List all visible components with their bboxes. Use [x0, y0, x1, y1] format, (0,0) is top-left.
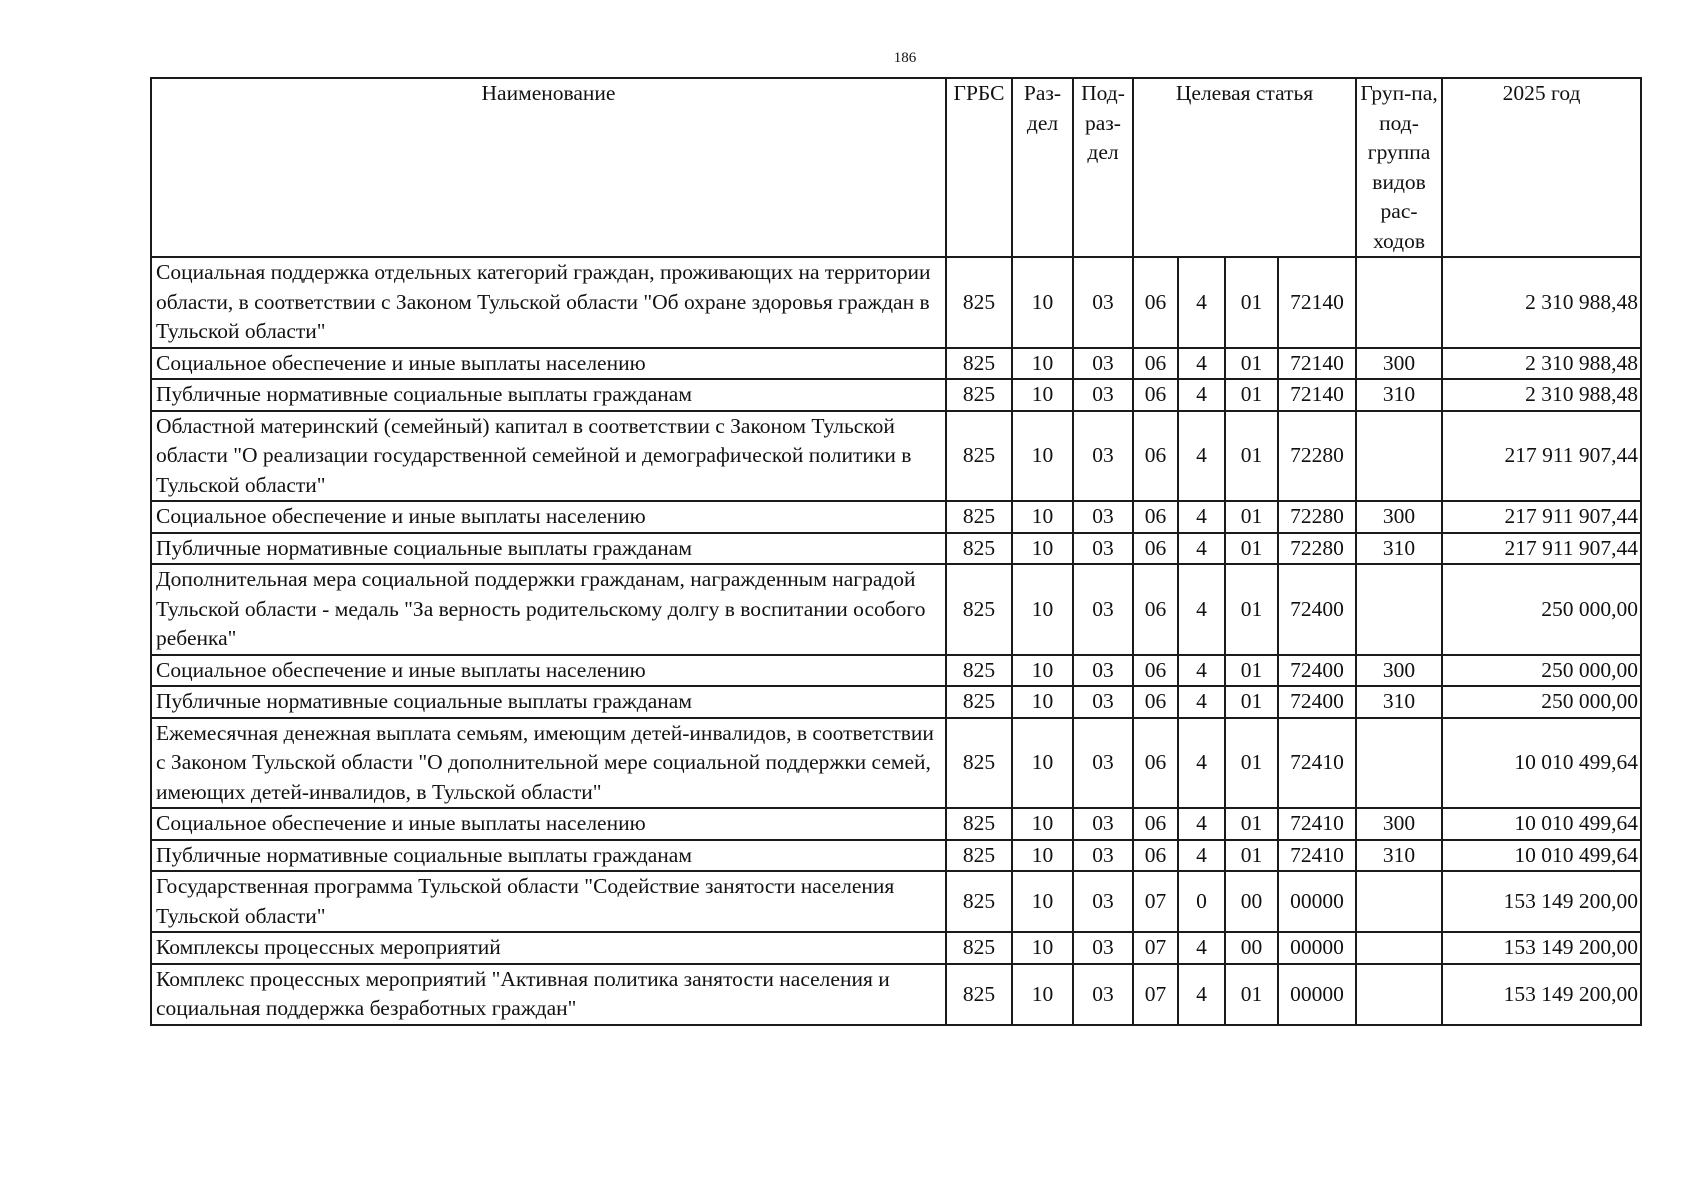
- row-amount: 10 010 499,64: [1442, 808, 1641, 840]
- row-razdel: 10: [1012, 871, 1073, 932]
- row-target-program: 06: [1133, 348, 1178, 380]
- row-target-program: 06: [1133, 840, 1178, 872]
- row-amount: 153 149 200,00: [1442, 871, 1641, 932]
- row-target-program: 06: [1133, 718, 1178, 809]
- row-razdel: 10: [1012, 533, 1073, 565]
- row-grbs: 825: [946, 501, 1012, 533]
- table-row: [151, 871, 1641, 932]
- row-name: Дополнительная мера социальной поддержки гражданам, награжденным наградой Тульской области - медаль "За верность родительскому долгу в воспитании особого ребенка": [151, 564, 946, 655]
- row-target-subprogram: 01: [1225, 964, 1278, 1025]
- row-grbs: 825: [946, 379, 1012, 411]
- row-name: Публичные нормативные социальные выплаты гражданам: [151, 686, 946, 718]
- row-podrazdel: 03: [1073, 257, 1133, 348]
- row-target-type: 4: [1178, 533, 1225, 565]
- row-target-direction: 72140: [1278, 379, 1356, 411]
- row-target-direction: 72410: [1278, 840, 1356, 872]
- table-row: [151, 533, 1641, 565]
- row-podrazdel: 03: [1073, 808, 1133, 840]
- row-target-subprogram: 01: [1225, 348, 1278, 380]
- table-row: [151, 840, 1641, 872]
- row-razdel: 10: [1012, 379, 1073, 411]
- table-row: [151, 411, 1641, 502]
- row-expense-group: [1356, 718, 1442, 809]
- row-target-subprogram: 01: [1225, 808, 1278, 840]
- row-amount: 153 149 200,00: [1442, 964, 1641, 1025]
- row-target-subprogram: 01: [1225, 718, 1278, 809]
- table-body: [151, 257, 1641, 1025]
- table-header-row: [151, 78, 1641, 257]
- header-razdel: Раз-дел: [1012, 78, 1073, 257]
- table-row: [151, 686, 1641, 718]
- row-name: Публичные нормативные социальные выплаты гражданам: [151, 533, 946, 565]
- row-target-subprogram: 01: [1225, 501, 1278, 533]
- row-amount: 2 310 988,48: [1442, 379, 1641, 411]
- row-expense-group: 310: [1356, 840, 1442, 872]
- row-target-subprogram: 01: [1225, 257, 1278, 348]
- row-razdel: 10: [1012, 932, 1073, 964]
- row-target-type: 4: [1178, 348, 1225, 380]
- row-target-subprogram: 01: [1225, 379, 1278, 411]
- row-target-program: 06: [1133, 501, 1178, 533]
- row-target-subprogram: 01: [1225, 564, 1278, 655]
- row-name: Социальное обеспечение и иные выплаты населению: [151, 655, 946, 687]
- row-amount: 250 000,00: [1442, 564, 1641, 655]
- row-target-direction: 72400: [1278, 686, 1356, 718]
- table-row: [151, 257, 1641, 348]
- header-name: Наименование: [151, 78, 946, 257]
- row-podrazdel: 03: [1073, 411, 1133, 502]
- row-podrazdel: 03: [1073, 964, 1133, 1025]
- table-row: [151, 501, 1641, 533]
- row-podrazdel: 03: [1073, 840, 1133, 872]
- row-amount: 10 010 499,64: [1442, 840, 1641, 872]
- row-target-direction: 72140: [1278, 348, 1356, 380]
- row-name: Областной материнский (семейный) капитал в соответствии с Законом Тульской области "О реализации государственной семейной и демографической политики в Тульской области": [151, 411, 946, 502]
- row-target-program: 07: [1133, 871, 1178, 932]
- row-expense-group: 300: [1356, 808, 1442, 840]
- row-target-program: 06: [1133, 564, 1178, 655]
- row-expense-group: 310: [1356, 533, 1442, 565]
- row-grbs: 825: [946, 871, 1012, 932]
- row-grbs: 825: [946, 533, 1012, 565]
- row-name: Публичные нормативные социальные выплаты гражданам: [151, 840, 946, 872]
- row-amount: 250 000,00: [1442, 686, 1641, 718]
- row-podrazdel: 03: [1073, 533, 1133, 565]
- row-target-type: 0: [1178, 871, 1225, 932]
- row-grbs: 825: [946, 840, 1012, 872]
- row-amount: 2 310 988,48: [1442, 348, 1641, 380]
- row-name: Государственная программа Тульской области "Содействие занятости населения Тульской области": [151, 871, 946, 932]
- row-amount: 217 911 907,44: [1442, 411, 1641, 502]
- row-name: Социальное обеспечение и иные выплаты населению: [151, 808, 946, 840]
- header-expense-group: Груп-па, под-группа видов рас-ходов: [1356, 78, 1442, 257]
- row-podrazdel: 03: [1073, 379, 1133, 411]
- table-row: [151, 718, 1641, 809]
- row-target-program: 07: [1133, 964, 1178, 1025]
- row-podrazdel: 03: [1073, 348, 1133, 380]
- row-podrazdel: 03: [1073, 871, 1133, 932]
- row-target-program: 06: [1133, 808, 1178, 840]
- row-expense-group: 310: [1356, 379, 1442, 411]
- table-row: [151, 379, 1641, 411]
- row-podrazdel: 03: [1073, 686, 1133, 718]
- row-name: Комплексы процессных мероприятий: [151, 932, 946, 964]
- row-grbs: 825: [946, 808, 1012, 840]
- row-target-program: 06: [1133, 686, 1178, 718]
- row-target-subprogram: 00: [1225, 932, 1278, 964]
- row-podrazdel: 03: [1073, 655, 1133, 687]
- row-target-direction: 00000: [1278, 964, 1356, 1025]
- row-grbs: 825: [946, 718, 1012, 809]
- row-target-type: 4: [1178, 932, 1225, 964]
- row-name: Публичные нормативные социальные выплаты гражданам: [151, 379, 946, 411]
- row-razdel: 10: [1012, 840, 1073, 872]
- row-podrazdel: 03: [1073, 718, 1133, 809]
- row-expense-group: [1356, 564, 1442, 655]
- row-target-subprogram: 01: [1225, 533, 1278, 565]
- row-target-program: 06: [1133, 655, 1178, 687]
- row-target-program: 06: [1133, 533, 1178, 565]
- row-amount: 10 010 499,64: [1442, 718, 1641, 809]
- row-razdel: 10: [1012, 348, 1073, 380]
- row-expense-group: 300: [1356, 655, 1442, 687]
- row-name: Социальное обеспечение и иные выплаты населению: [151, 348, 946, 380]
- row-target-subprogram: 01: [1225, 411, 1278, 502]
- row-razdel: 10: [1012, 411, 1073, 502]
- table-row: [151, 348, 1641, 380]
- header-grbs: ГРБС: [946, 78, 1012, 257]
- row-target-direction: 00000: [1278, 932, 1356, 964]
- row-target-type: 4: [1178, 655, 1225, 687]
- row-target-type: 4: [1178, 379, 1225, 411]
- table-row: [151, 655, 1641, 687]
- row-target-direction: 00000: [1278, 871, 1356, 932]
- row-target-type: 4: [1178, 840, 1225, 872]
- page-number: 186: [893, 50, 917, 66]
- row-target-type: 4: [1178, 808, 1225, 840]
- row-razdel: 10: [1012, 808, 1073, 840]
- row-amount: 217 911 907,44: [1442, 501, 1641, 533]
- row-target-program: 06: [1133, 379, 1178, 411]
- row-amount: 153 149 200,00: [1442, 932, 1641, 964]
- row-expense-group: 310: [1356, 686, 1442, 718]
- row-grbs: 825: [946, 964, 1012, 1025]
- row-podrazdel: 03: [1073, 501, 1133, 533]
- row-razdel: 10: [1012, 655, 1073, 687]
- row-target-direction: 72140: [1278, 257, 1356, 348]
- row-name: Социальное обеспечение и иные выплаты населению: [151, 501, 946, 533]
- table-row: [151, 932, 1641, 964]
- row-target-subprogram: 01: [1225, 686, 1278, 718]
- row-grbs: 825: [946, 348, 1012, 380]
- row-name: Социальная поддержка отдельных категорий граждан, проживающих на территории области, в соответствии с Законом Тульской области "Об охране здоровья граждан в Тульской области": [151, 257, 946, 348]
- row-grbs: 825: [946, 564, 1012, 655]
- header-year: 2025 год: [1442, 78, 1641, 257]
- row-razdel: 10: [1012, 686, 1073, 718]
- row-amount: 217 911 907,44: [1442, 533, 1641, 565]
- row-expense-group: [1356, 871, 1442, 932]
- table-row: [151, 808, 1641, 840]
- row-amount: 250 000,00: [1442, 655, 1641, 687]
- row-expense-group: 300: [1356, 501, 1442, 533]
- table-row: [151, 964, 1641, 1025]
- row-grbs: 825: [946, 686, 1012, 718]
- row-expense-group: 300: [1356, 348, 1442, 380]
- row-razdel: 10: [1012, 964, 1073, 1025]
- row-expense-group: [1356, 411, 1442, 502]
- row-razdel: 10: [1012, 564, 1073, 655]
- row-target-type: 4: [1178, 718, 1225, 809]
- row-name: Комплекс процессных мероприятий "Активная политика занятости населения и социальная поддержка безработных граждан": [151, 964, 946, 1025]
- row-target-type: 4: [1178, 964, 1225, 1025]
- row-target-direction: 72400: [1278, 655, 1356, 687]
- row-target-type: 4: [1178, 501, 1225, 533]
- row-grbs: 825: [946, 932, 1012, 964]
- row-target-direction: 72410: [1278, 718, 1356, 809]
- row-expense-group: [1356, 257, 1442, 348]
- row-target-program: 06: [1133, 411, 1178, 502]
- row-target-direction: 72280: [1278, 411, 1356, 502]
- row-grbs: 825: [946, 257, 1012, 348]
- row-target-program: 06: [1133, 257, 1178, 348]
- row-target-direction: 72410: [1278, 808, 1356, 840]
- row-target-direction: 72280: [1278, 501, 1356, 533]
- row-target-direction: 72280: [1278, 533, 1356, 565]
- row-razdel: 10: [1012, 718, 1073, 809]
- row-target-program: 07: [1133, 932, 1178, 964]
- row-target-type: 4: [1178, 257, 1225, 348]
- row-target-type: 4: [1178, 411, 1225, 502]
- header-podrazdel: Под-раз-дел: [1073, 78, 1133, 257]
- row-expense-group: [1356, 932, 1442, 964]
- row-target-subprogram: 01: [1225, 655, 1278, 687]
- row-grbs: 825: [946, 411, 1012, 502]
- row-target-subprogram: 00: [1225, 871, 1278, 932]
- row-podrazdel: 03: [1073, 932, 1133, 964]
- row-target-type: 4: [1178, 686, 1225, 718]
- table-row: [151, 564, 1641, 655]
- header-target-article: Целевая статья: [1133, 78, 1356, 257]
- row-amount: 2 310 988,48: [1442, 257, 1641, 348]
- row-razdel: 10: [1012, 257, 1073, 348]
- row-target-subprogram: 01: [1225, 840, 1278, 872]
- budget-table: [150, 77, 1642, 1026]
- row-target-direction: 72400: [1278, 564, 1356, 655]
- row-podrazdel: 03: [1073, 564, 1133, 655]
- row-target-type: 4: [1178, 564, 1225, 655]
- row-expense-group: [1356, 964, 1442, 1025]
- row-name: Ежемесячная денежная выплата семьям, имеющим детей-инвалидов, в соответствии с Законом Тульской области "О дополнительной мере социальной поддержки семей, имеющих детей-инвалидов, в Тульской области": [151, 718, 946, 809]
- row-grbs: 825: [946, 655, 1012, 687]
- row-razdel: 10: [1012, 501, 1073, 533]
